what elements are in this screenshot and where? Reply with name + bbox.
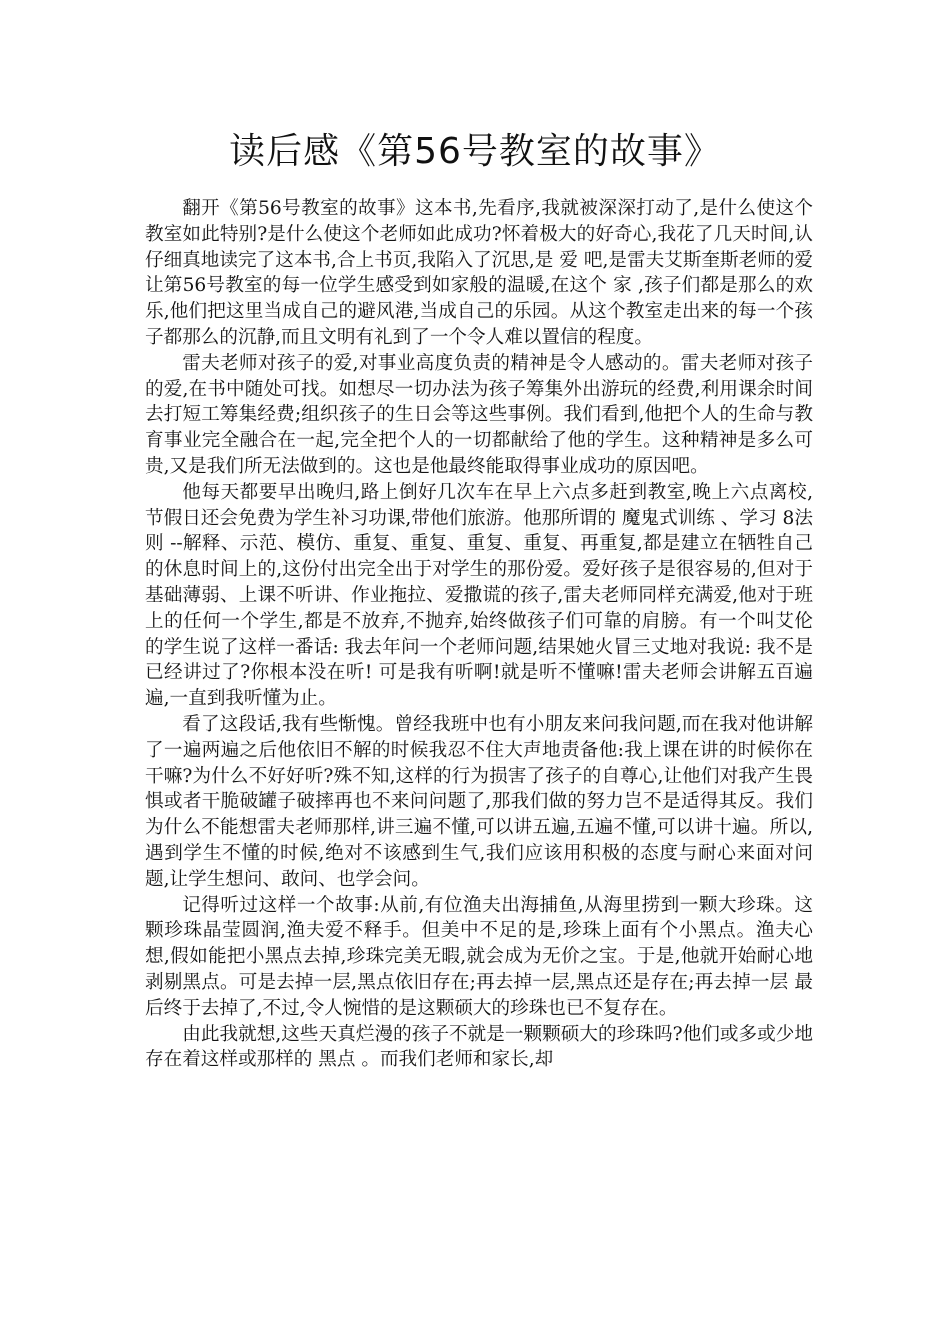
paragraph-3: 他每天都要早出晚归,路上倒好几次车在早上六点多赶到教室,晚上六点离校,节假日还会免费为学生补习功课,带他们旅游。他那所谓的 魔鬼式训练 、学习 8法则 --解释、示范、模仿、重复、重复、重复、重复、再重复,都是建立在牺牲自己的休息时间上的,这份付出完全出于对学生的那份爱。爱好孩子是很容易的,但对于基础薄弱、上课不听讲、作业拖拉、爱撒谎的孩子,雷夫老师同样充满爱,他对于班上的任何一个学生,都是不放弃,不抛弃,始终做孩子们可靠的肩膀。有一个叫艾伦的学生说了这样一番话: 我去年问一个老师问题,结果她火冒三丈地对我说: 我不是已经讲过了?你根本没在听! 可是我有听啊!就是听不懂嘛!雷夫老师会讲解五百遍遍,一直到我听懂为止。 [145, 481, 813, 710]
paragraph-6: 由此我就想,这些天真烂漫的孩子不就是一颗颗硕大的珍珠吗?他们或多或少地存在着这样或那样的 黑点 。而我们老师和家长,却 [145, 1023, 813, 1071]
paragraph-2: 雷夫老师对孩子的爱,对事业高度负责的精神是令人感动的。雷夫老师对孩子的爱,在书中随处可找。如想尽一切办法为孩子筹集外出游玩的经费,利用课余时间去打短工筹集经费;组织孩子的生日会等这些事例。我们看到,他把个人的生命与教育事业完全融合在一起,完全把个人的一切都献给了他的学生。这种精神是多么可贵,又是我们所无法做到的。这也是他最终能取得事业成功的原因吧。 [145, 352, 813, 477]
document-title: 读后感《第56号教室的故事》 [229, 131, 721, 172]
paragraph-4: 看了这段话,我有些惭愧。曾经我班中也有小朋友来问我问题,而在我对他讲解了一遍两遍之后他依旧不解的时候我忍不住大声地责备他:我上课在讲的时候你在干嘛?为什么不好好听?殊不知,这样的行为损害了孩子的自尊心,让他们对我产生畏惧或者干脆破罐子破摔再也不来问问题了,那我们做的努力岂不是适得其反。我们为什么不能想雷夫老师那样,讲三遍不懂,可以讲五遍,五遍不懂,可以讲十遍。所以,遇到学生不懂的时候,绝对不该感到生气,我们应该用积极的态度与耐心来面对问题,让学生想问、敢问、也学会问。 [145, 713, 813, 890]
paragraph-5: 记得听过这样一个故事:从前,有位渔夫出海捕鱼,从海里捞到一颗大珍珠。这颗珍珠晶莹圆润,渔夫爱不释手。但美中不足的是,珍珠上面有个小黑点。渔夫心想,假如能把小黑点去掉,珍珠完美无暇,就会成为无价之宝。于是,他就开始耐心地剥剔黑点。可是去掉一层,黑点依旧存在;再去掉一层,黑点还是存在;再去掉一层 最后终于去掉了,不过,令人惋惜的是这颗硕大的珍珠也已不复存在。 [145, 894, 813, 1019]
paragraph-1: 翻开《第56号教室的故事》这本书,先看序,我就被深深打动了,是什么使这个教室如此特别?是什么使这个老师如此成功?怀着极大的好奇心,我花了几天时间,认仔细真地读完了这本书,合上书页,我陷入了沉思,是 爱 吧,是雷夫艾斯奎斯老师的爱让第56号教室的每一位学生感受到如家般的温暖,在这个 家 ,孩子们都是那么的欢乐,他们把这里当成自己的避风港,当成自己的乐园。从这个教室走出来的每一个孩子都那么的沉静,而且文明有礼到了一个令人难以置信的程度。 [145, 198, 813, 348]
document-body [145, 196, 813, 1073]
